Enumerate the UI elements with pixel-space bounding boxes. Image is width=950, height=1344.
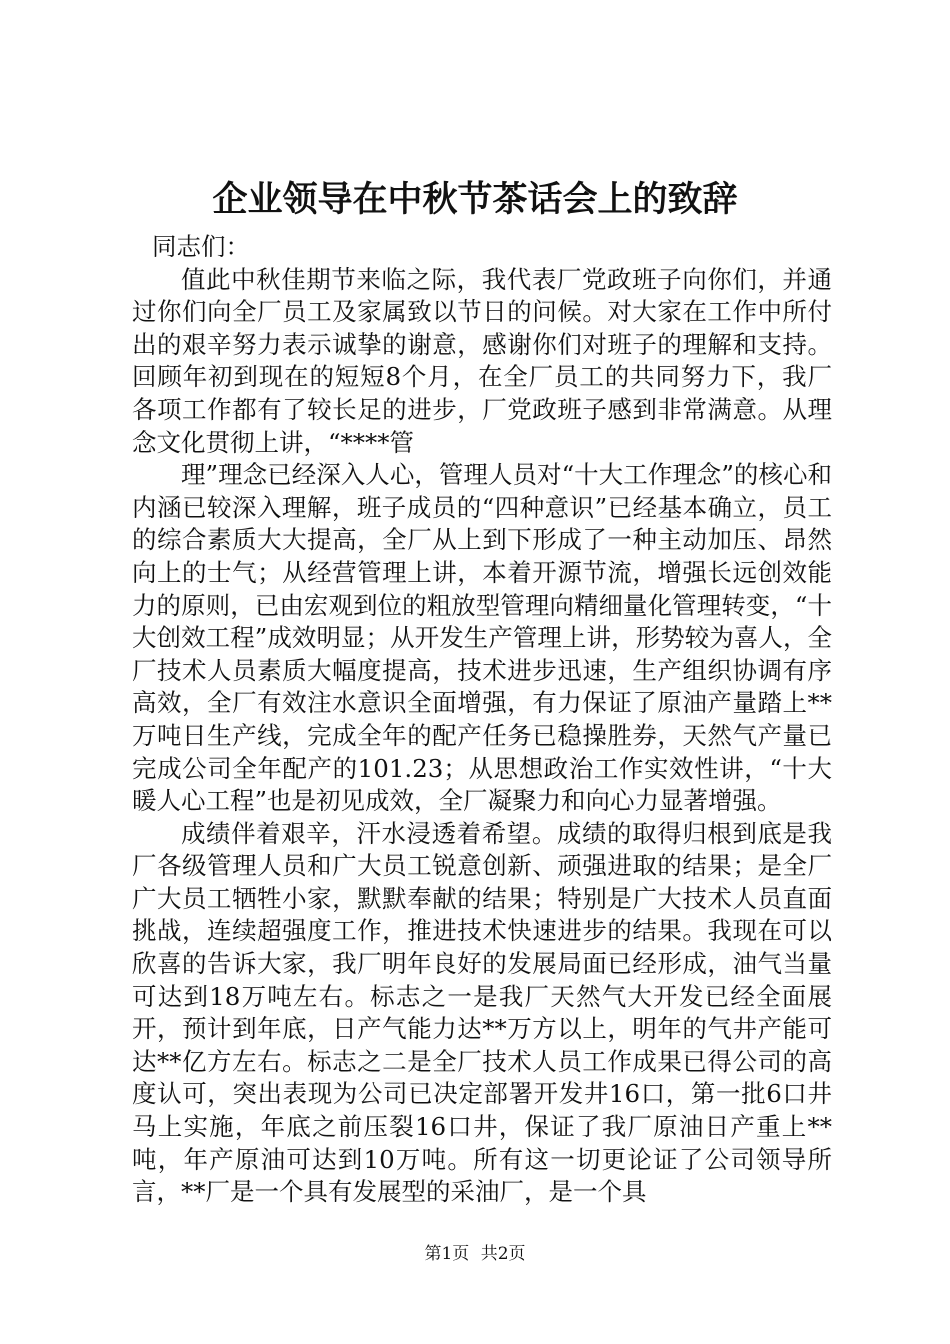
page-number: 第1页 bbox=[424, 1244, 470, 1264]
salutation: 同志们： bbox=[152, 232, 250, 261]
paragraph-1: 值此中秋佳期节来临之际，我代表厂党政班子向你们，并通过你们向全厂员工及家属致以节日的问候。对大家在工作中所付出的艰辛努力表示诚挚的谢意，感谢你们对班子的理解和支持。回顾年初到现在的短短8个月，在全厂员工的共同努力下，我厂各项工作都有了较长足的进步，厂党政班子感到非常满意。从理念文化贯彻上讲，“****管 bbox=[132, 264, 832, 457]
page-total: 共2页 bbox=[480, 1244, 526, 1264]
page-footer bbox=[0, 1243, 950, 1265]
document-title: 企业领导在中秋节茶话会上的致辞 bbox=[212, 179, 738, 220]
paragraph-2: 理”理念已经深入人心，管理人员对“十大工作理念”的核心和内涵已较深入理解，班子成员的“四种意识”已经基本确立，员工的综合素质大大提高，全厂从上到下形成了一种主动加压、昂然向上的士气；从经营管理上讲，本着开源节流，增强长远创效能力的原则，已由宏观到位的粗放型管理向精细量化管理转变，“十大创效工程”成效明显；从开发生产管理上讲，形势较为喜人，全厂技术人员素质大幅度提高，技术进步迅速，生产组织协调有序高效，全厂有效注水意识全面增强，有力保证了原油产量踏上**万吨日生产线，完成全年的配产任务已稳操胜券，天然气产量已完成公司全年配产的101.23；从思想政治工作实效性讲，“十大暖人心工程”也是初见成效，全厂凝聚力和向心力显著增强。 bbox=[132, 460, 832, 816]
document-body bbox=[132, 231, 832, 1209]
paragraph-3: 成绩伴着艰辛，汗水浸透着希望。成绩的取得归根到底是我厂各级管理人员和广大员工锐意创新、顽强进取的结果；是全厂广大员工牺牲小家，默默奉献的结果；特别是广大技术人员直面挑战，连续超强度工作，推进技术快速进步的结果。我现在可以欣喜的告诉大家，我厂明年良好的发展局面已经形成，油气当量可达到18万吨左右。标志之一是我厂天然气大开发已经全面展开，预计到年底，日产气能力达**万方以上，明年的气井产能可达**亿方左右。标志之二是全厂技术人员工作成果已得公司的高度认可，突出表现为公司已决定部署开发井16口，第一批6口井马上实施，年底之前压裂16口井，保证了我厂原油日产重上**吨，年产原油可达到10万吨。所有这一切更论证了公司领导所言，**厂是一个具有发展型的采油厂，是一个具 bbox=[132, 818, 832, 1207]
